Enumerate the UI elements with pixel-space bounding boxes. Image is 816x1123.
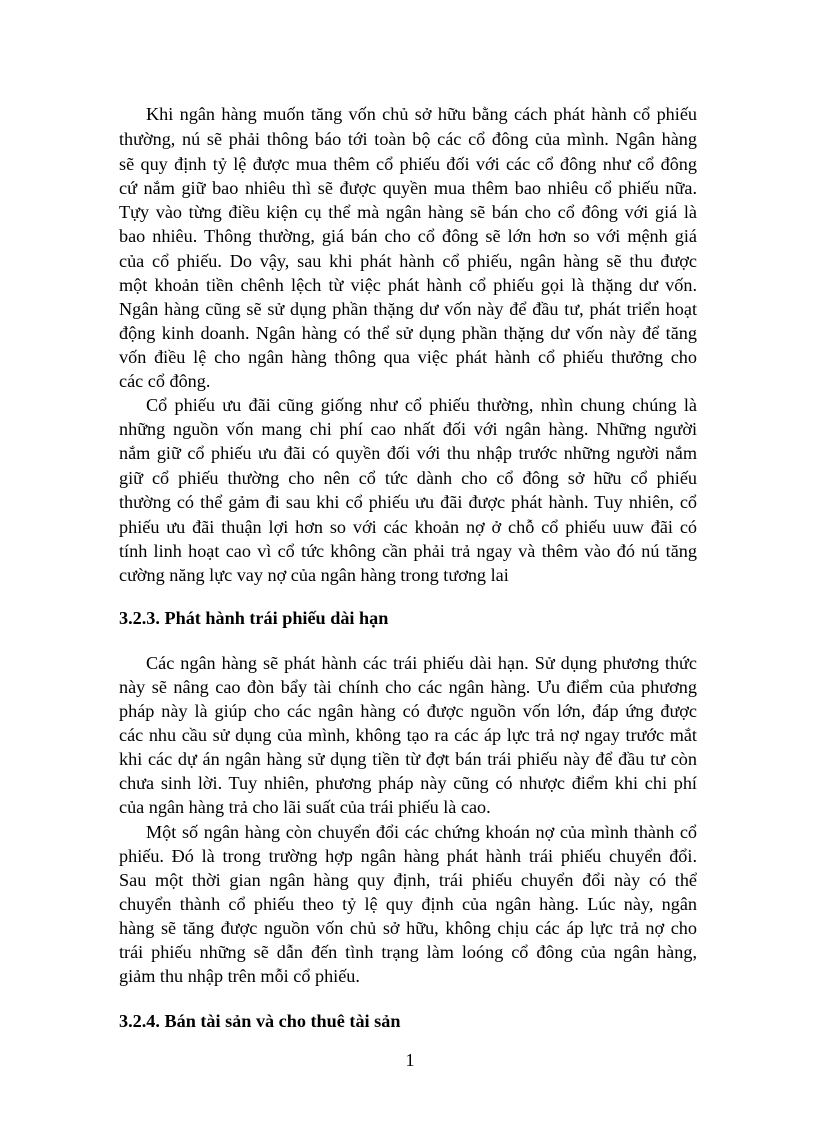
paragraph-2-line-7: tính linh hoạt cao vì cổ tức không cần phải trả ngay và thêm vào đó nú tăng bbox=[119, 541, 697, 561]
paragraph-1-line-9: Ngân hàng cũng sẽ sử dụng phần thặng dư vốn này để đầu tư, phát triển hoạt bbox=[119, 299, 697, 319]
page-number: 1 bbox=[405, 1050, 415, 1070]
paragraph-1-line-3: sẽ quy định tỷ lệ được mua thêm cổ phiếu đối với các cổ đông như cổ đông bbox=[119, 154, 697, 174]
paragraph-1-line-7: của cổ phiếu. Do vậy, sau khi phát hành cổ phiếu, ngân hàng sẽ thu được bbox=[119, 251, 697, 271]
section-1-paragraph-2-line-6: trái phiếu những sẽ dẫn đến tình trạng làm loóng cổ đông của ngân hàng, bbox=[119, 942, 697, 962]
paragraph-2-line-1: Cổ phiếu ưu đãi cũng giống như cổ phiếu thường, nhìn chung chúng là bbox=[146, 395, 697, 415]
paragraph-2-line-4: giữ cổ phiếu thường cho nên cổ tức dành cho cổ đông sở hữu cổ phiếu bbox=[119, 468, 697, 488]
paragraph-1-line-12: các cổ đông. bbox=[119, 371, 211, 391]
section-1-paragraph-2-line-5: hàng sẽ tăng được nguồn vốn chủ sở hữu, không chịu các áp lực trả nợ cho bbox=[119, 918, 697, 938]
section-1-paragraph-1-line-6: chưa sinh lời. Tuy nhiên, phương pháp này cũng có nhược điểm khi chi phí bbox=[119, 773, 697, 793]
paragraph-1-line-11: vốn điều lệ cho ngân hàng thông qua việc phát hành cổ phiếu thưởng cho bbox=[119, 347, 697, 367]
section-1-paragraph-2-line-3: Sau một thời gian ngân hàng quy định, trái phiếu chuyển đổi này có thể bbox=[119, 870, 697, 890]
paragraph-1-line-2: thường, nú sẽ phải thông báo tới toàn bộ các cổ đông của mình. Ngân hàng bbox=[119, 129, 697, 149]
section-1-paragraph-2-line-1: Một số ngân hàng còn chuyển đổi các chứng khoán nợ của mình thành cổ bbox=[146, 822, 697, 842]
paragraph-1-line-4: cứ nắm giữ bao nhiêu thì sẽ được quyền mua thêm bao nhiêu cổ phiếu nữa. bbox=[119, 178, 697, 198]
section-1-paragraph-2-line-2: phiếu. Đó là trong trường hợp ngân hàng phát hành trái phiếu chuyển đổi. bbox=[119, 846, 697, 866]
section-1-paragraph-1-line-4: các nhu cầu sử dụng của mình, không tạo ra các áp lực trả nợ ngay trước mắt bbox=[119, 725, 697, 745]
paragraph-2-line-2: những nguồn vốn mang chi phí cao nhất đối với ngân hàng. Những người bbox=[119, 419, 697, 439]
paragraph-1-line-6: bao nhiêu. Thông thường, giá bán cho cổ đông sẽ lớn hơn so với mệnh giá bbox=[119, 226, 697, 246]
section-1-paragraph-1-line-5: khi các dự án ngân hàng sử dụng tiền từ đợt bán trái phiếu này để đầu tư còn bbox=[119, 749, 697, 769]
section-heading-3-2-3: 3.2.3. Phát hành trái phiếu dài hạn bbox=[119, 608, 389, 628]
paragraph-1-line-8: một khoản tiền chênh lệch từ việc phát hành cổ phiếu gọi là thặng dư vốn. bbox=[119, 275, 697, 295]
section-1-paragraph-2-line-7: giảm thu nhập trên mỗi cổ phiếu. bbox=[119, 966, 360, 986]
section-1-paragraph-1-line-3: pháp này là giúp cho các ngân hàng có được nguồn vốn lớn, đáp ứng được bbox=[119, 701, 697, 721]
paragraph-1-line-1: Khi ngân hàng muốn tăng vốn chủ sở hữu bằng cách phát hành cổ phiếu bbox=[146, 104, 697, 124]
section-1-paragraph-2-line-4: chuyển thành cổ phiếu theo tỷ lệ quy định của ngân hàng. Lúc này, ngân bbox=[119, 894, 697, 914]
section-heading-3-2-4: 3.2.4. Bán tài sản và cho thuê tài sản bbox=[119, 1011, 401, 1031]
paragraph-2-line-3: nắm giữ cổ phiếu ưu đãi có quyền đối với thu nhập trước những người nắm bbox=[119, 443, 697, 463]
paragraph-2-line-6: phiếu ưu đãi thuận lợi hơn so với các khoản nợ ở chỗ cổ phiếu uuw đãi có bbox=[119, 517, 697, 537]
section-1-paragraph-1-line-2: này sẽ nâng cao đòn bẩy tài chính cho các ngân hàng. Ưu điểm của phương bbox=[119, 677, 697, 697]
paragraph-1-line-10: động kinh doanh. Ngân hàng có thể sử dụng phần thặng dư vốn này để tăng bbox=[119, 323, 697, 343]
section-1-paragraph-1-line-7: của ngân hàng trả cho lãi suất của trái phiếu là cao. bbox=[119, 797, 491, 817]
section-1-paragraph-1-line-1: Các ngân hàng sẽ phát hành các trái phiếu dài hạn. Sử dụng phương thức bbox=[146, 653, 697, 673]
paragraph-2-line-8: cường năng lực vay nợ của ngân hàng trong tương lai bbox=[119, 565, 509, 585]
paragraph-2-line-5: thường có thể gảm đi sau khi cổ phiếu ưu đãi được phát hành. Tuy nhiên, cổ bbox=[119, 492, 697, 512]
paragraph-1-line-5: Tựy vào từng điều kiện cụ thể mà ngân hàng sẽ bán cho cổ đông với giá là bbox=[119, 202, 697, 222]
